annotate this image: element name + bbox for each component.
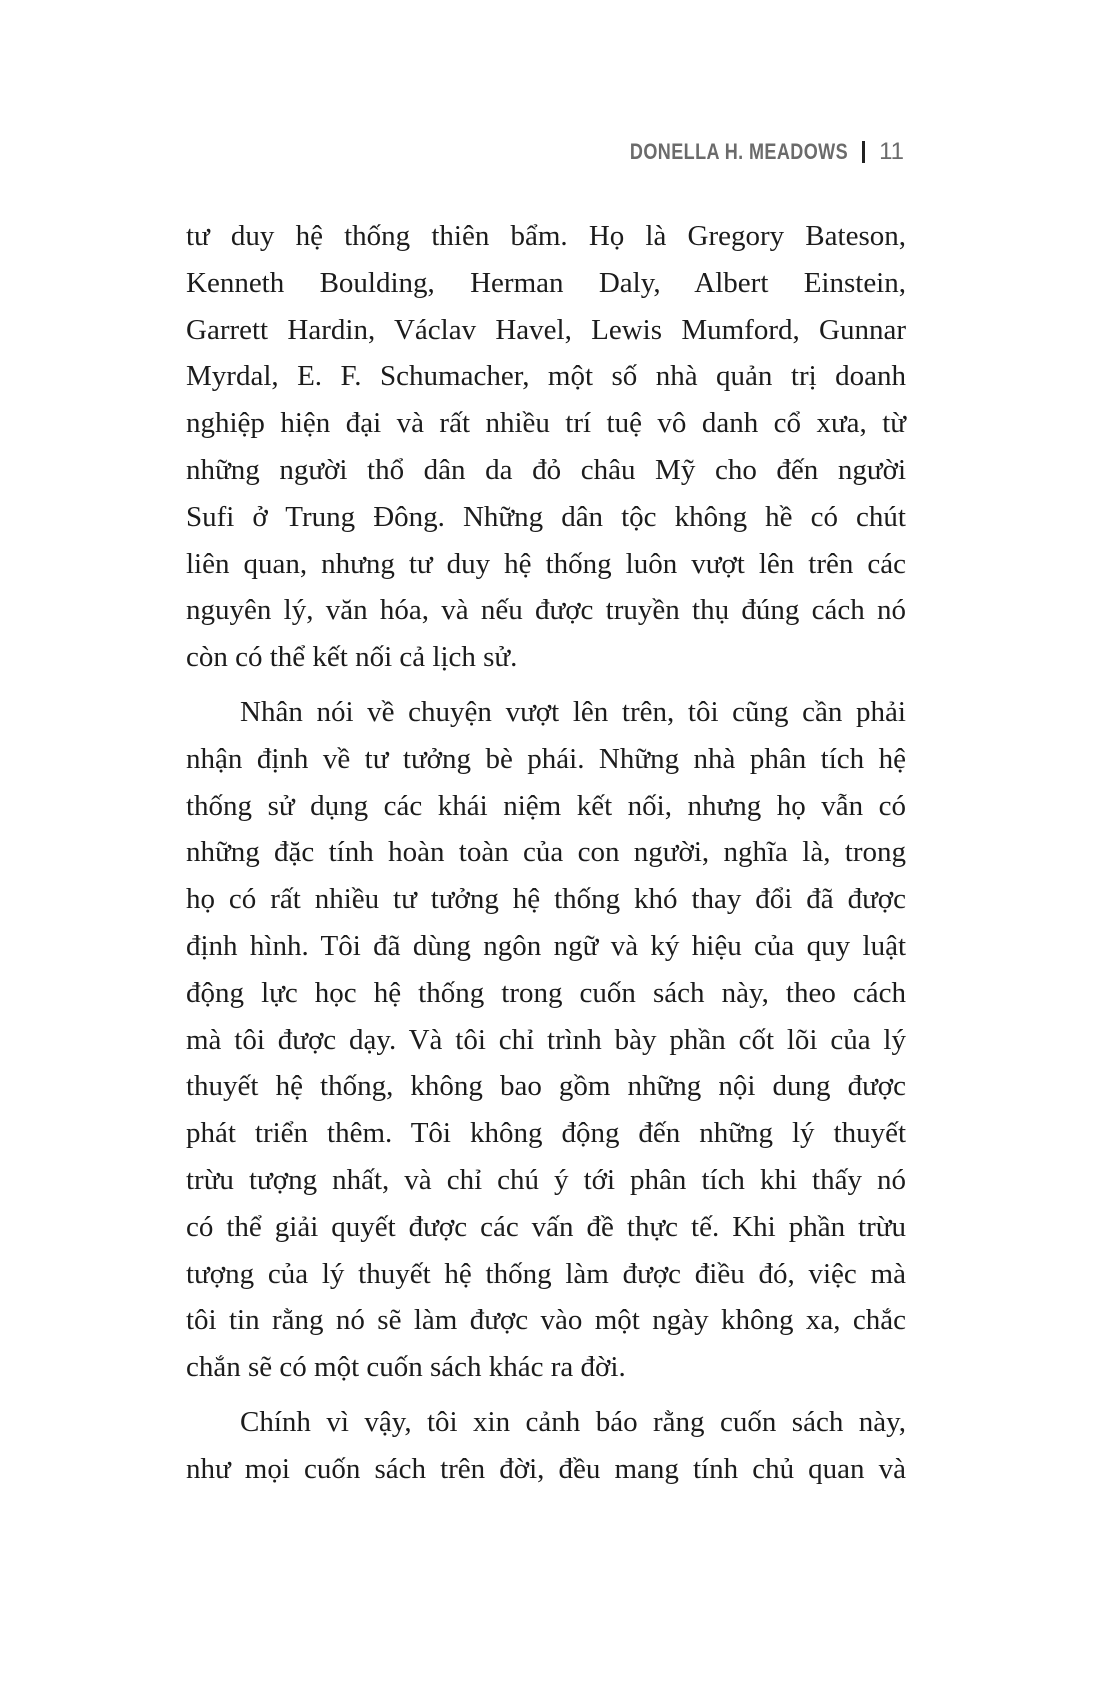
text-line: phát triển thêm. Tôi không động đến những lý thuyết — [186, 1117, 906, 1150]
text-line: những người thổ dân da đỏ châu Mỹ cho đến người — [186, 453, 906, 486]
text-line: có thể giải quyết được các vấn đề thực tế. Khi phần trừu — [186, 1210, 906, 1243]
text-line: nhận định về tư tưởng bè phái. Những nhà phân tích hệ — [186, 742, 906, 775]
text-line: Kenneth Boulding, Herman Daly, Albert Einstein, — [186, 266, 906, 299]
page-number: 11 — [879, 138, 904, 165]
text-line: họ có rất nhiều tư tưởng hệ thống khó thay đổi đã được — [186, 883, 906, 916]
text-line: còn có thể kết nối cả lịch sử. — [186, 641, 518, 674]
running-header-author: DONELLA H. MEADOWS — [629, 139, 849, 164]
text-line: Garrett Hardin, Václav Havel, Lewis Mumford, Gunnar — [186, 313, 906, 346]
body-text — [186, 213, 906, 1493]
text-line: Myrdal, E. F. Schumacher, một số nhà quản trị doanh — [186, 360, 906, 393]
text-line: liên quan, nhưng tư duy hệ thống luôn vượt lên trên các — [186, 547, 906, 580]
text-line: Chính vì vậy, tôi xin cảnh báo rằng cuốn sách này, — [240, 1405, 906, 1438]
text-line: thuyết hệ thống, không bao gồm những nội dung được — [186, 1070, 906, 1103]
text-line: tôi tin rằng nó sẽ làm được vào một ngày không xa, chắc — [186, 1304, 906, 1337]
text-line: Sufi ở Trung Đông. Những dân tộc không hề có chút — [186, 500, 906, 533]
header-separator — [862, 141, 865, 163]
text-line: thống sử dụng các khái niệm kết nối, nhưng họ vẫn có — [186, 789, 906, 822]
running-header — [582, 138, 904, 166]
text-line: tượng của lý thuyết hệ thống làm được điều đó, việc mà — [186, 1257, 906, 1290]
text-line: nguyên lý, văn hóa, và nếu được truyền thụ đúng cách nó — [186, 594, 906, 627]
paragraph — [186, 1399, 906, 1493]
text-line: trừu tượng nhất, và chỉ chú ý tới phân tích khi thấy nó — [186, 1163, 906, 1196]
text-line: chắn sẽ có một cuốn sách khác ra đời. — [186, 1351, 626, 1384]
text-line: những đặc tính hoàn toàn của con người, nghĩa là, trong — [186, 836, 906, 869]
paragraph — [186, 213, 906, 681]
text-line: mà tôi được dạy. Và tôi chỉ trình bày phần cốt lõi của lý — [186, 1023, 906, 1056]
text-line: Nhân nói về chuyện vượt lên trên, tôi cũng cần phải — [240, 695, 906, 728]
text-line: động lực học hệ thống trong cuốn sách này, theo cách — [186, 976, 906, 1009]
text-line: định hình. Tôi đã dùng ngôn ngữ và ký hiệu của quy luật — [186, 929, 906, 962]
text-line: như mọi cuốn sách trên đời, đều mang tính chủ quan và — [186, 1452, 906, 1485]
text-line: nghiệp hiện đại và rất nhiều trí tuệ vô danh cổ xưa, từ — [186, 407, 906, 440]
paragraph — [186, 689, 906, 1391]
text-line: tư duy hệ thống thiên bẩm. Họ là Gregory Bateson, — [186, 220, 906, 252]
